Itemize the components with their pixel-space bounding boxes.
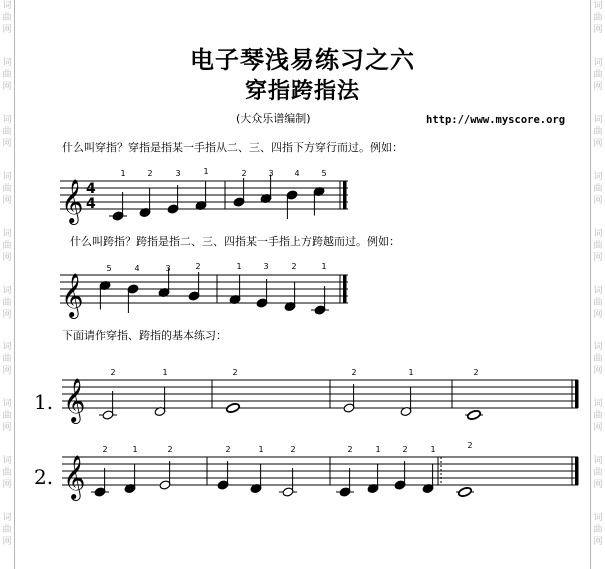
watermark-glyph: 曲 [593,411,603,422]
fingering-number: 2 [467,441,473,450]
watermark-glyph: 曲 [593,297,603,308]
fingering-number: 1 [203,167,209,176]
watermark-glyph: 网 [2,309,12,320]
time-signature-top: 4 [86,181,96,197]
fingering-number: 5 [106,264,112,273]
watermark-glyph: 网 [593,195,603,206]
whole-note [458,486,473,497]
fingering-number: 2 [232,368,238,377]
watermark-glyph: 词 [593,171,603,182]
watermark-glyph: 曲 [593,13,603,23]
watermark-glyph: 词 [2,57,12,68]
watermark-glyph: 曲 [593,354,603,365]
treble-clef: 𝄞 [63,378,86,422]
watermark-glyph: 词 [593,456,603,467]
treble-clef: 𝄞 [61,179,84,223]
fingering-number: 2 [402,445,408,454]
fingering-number: 1 [321,262,327,271]
fingering-number: 2 [473,368,479,377]
fingering-number: 2 [110,368,116,377]
watermark-glyph: 网 [2,81,12,92]
watermark-glyph: 曲 [593,126,603,137]
fingering-number: 1 [236,262,242,271]
fingering-number: 3 [175,169,181,178]
watermark-glyph: 网 [593,366,603,377]
fingering-number: 1 [430,445,436,454]
fingering-number: 1 [120,169,126,178]
watermark-glyph: 词 [593,228,603,239]
watermark-glyph: 曲 [2,411,12,422]
watermark-glyph: 词 [2,342,12,353]
fingering-number: 3 [165,264,171,273]
watermark-glyph: 网 [593,138,603,149]
watermark-glyph: 词 [593,513,603,524]
watermark-glyph: 网 [2,537,12,548]
treble-clef: 𝄞 [61,273,84,317]
watermark-glyph: 词 [593,1,603,11]
watermark-glyph: 网 [593,252,603,263]
credit-line: (大众乐谱编制) [236,112,311,125]
watermark-glyph: 曲 [2,240,12,251]
watermark-glyph: 曲 [2,525,12,536]
watermark-glyph: 网 [2,138,12,149]
page-title: 电子琴浅易练习之六 [190,45,415,74]
time-signature-bottom: 4 [86,196,96,212]
fingering-number: 2 [167,445,173,454]
crossing-over-definition: 什么叫跨指？跨指是指二、三、四指某一手指上方跨越而过。例如： [70,235,400,248]
watermark-glyph: 曲 [593,69,603,80]
watermark-glyph: 网 [593,480,603,491]
watermark-glyph: 词 [593,399,603,410]
fingering-number: 2 [351,368,357,377]
watermark-glyph: 词 [2,1,12,11]
watermark-glyph: 网 [2,366,12,377]
watermark-glyph: 曲 [2,69,12,80]
exercise-intro: 下面请作穿指、跨指的基本练习： [62,329,227,342]
whole-note [226,402,241,413]
source-url: http://www.myscore.org [426,114,566,126]
final-bar-thick [343,275,347,303]
watermark-glyph: 曲 [2,126,12,137]
watermark-glyph: 词 [593,285,603,296]
fingering-number: 2 [290,445,296,454]
fingering-number: 3 [263,262,269,271]
final-bar-thick [343,181,347,209]
fingering-number: 1 [132,445,138,454]
fingering-number: 2 [291,262,297,271]
fingering-number: 4 [294,169,300,178]
watermark-glyph: 词 [2,513,12,524]
watermark-glyph: 曲 [593,183,603,194]
fingering-number: 2 [102,445,108,454]
fingering-number: 1 [162,368,168,377]
fingering-number: 3 [268,169,274,178]
watermark-glyph: 曲 [2,13,12,23]
watermark-glyph: 网 [2,480,12,491]
fingering-number: 2 [195,262,201,271]
watermark-glyph: 词 [2,399,12,410]
watermark-glyph: 曲 [593,468,603,479]
final-bar-thick [575,457,579,485]
watermark-glyph: 曲 [2,297,12,308]
exercise-number-1: 1. [34,390,54,414]
watermark-glyph: 词 [2,456,12,467]
page-subtitle: 穿指跨指法 [244,78,360,104]
watermark-glyph: 曲 [2,354,12,365]
watermark-glyph: 网 [593,81,603,92]
exercise-number-2: 2. [34,465,54,489]
watermark-glyph: 词 [2,114,12,125]
watermark-glyph: 曲 [593,240,603,251]
watermark-glyph: 曲 [593,525,603,536]
watermark-glyph: 网 [2,25,12,35]
fingering-number: 5 [321,169,327,178]
fingering-number: 1 [258,445,264,454]
watermark-glyph: 网 [2,195,12,206]
watermark-glyph: 词 [593,342,603,353]
fingering-number: 4 [134,264,140,273]
whole-note [467,409,482,420]
watermark-glyph: 网 [2,252,12,263]
fingering-number: 2 [147,169,153,178]
fingering-number: 2 [347,445,353,454]
crossing-under-definition: 什么叫穿指？穿指是指某一手指从二、三、四指下方穿行而过。例如： [62,141,403,154]
watermark-glyph: 网 [593,309,603,320]
watermark-glyph: 词 [593,57,603,68]
watermark-glyph: 曲 [2,183,12,194]
watermark-glyph: 网 [2,423,12,434]
final-bar-thick [575,380,579,408]
watermark-glyph: 曲 [2,468,12,479]
watermark-glyph: 词 [593,114,603,125]
treble-clef: 𝄞 [63,455,86,499]
fingering-number: 1 [375,445,381,454]
fingering-number: 2 [225,445,231,454]
watermark-glyph: 词 [2,171,12,182]
watermark-glyph: 词 [2,285,12,296]
watermark-glyph: 网 [593,423,603,434]
fingering-number: 2 [241,169,247,178]
fingering-number: 1 [408,368,414,377]
watermark-glyph: 网 [593,25,603,35]
watermark-glyph: 网 [593,537,603,548]
watermark-glyph: 词 [2,228,12,239]
